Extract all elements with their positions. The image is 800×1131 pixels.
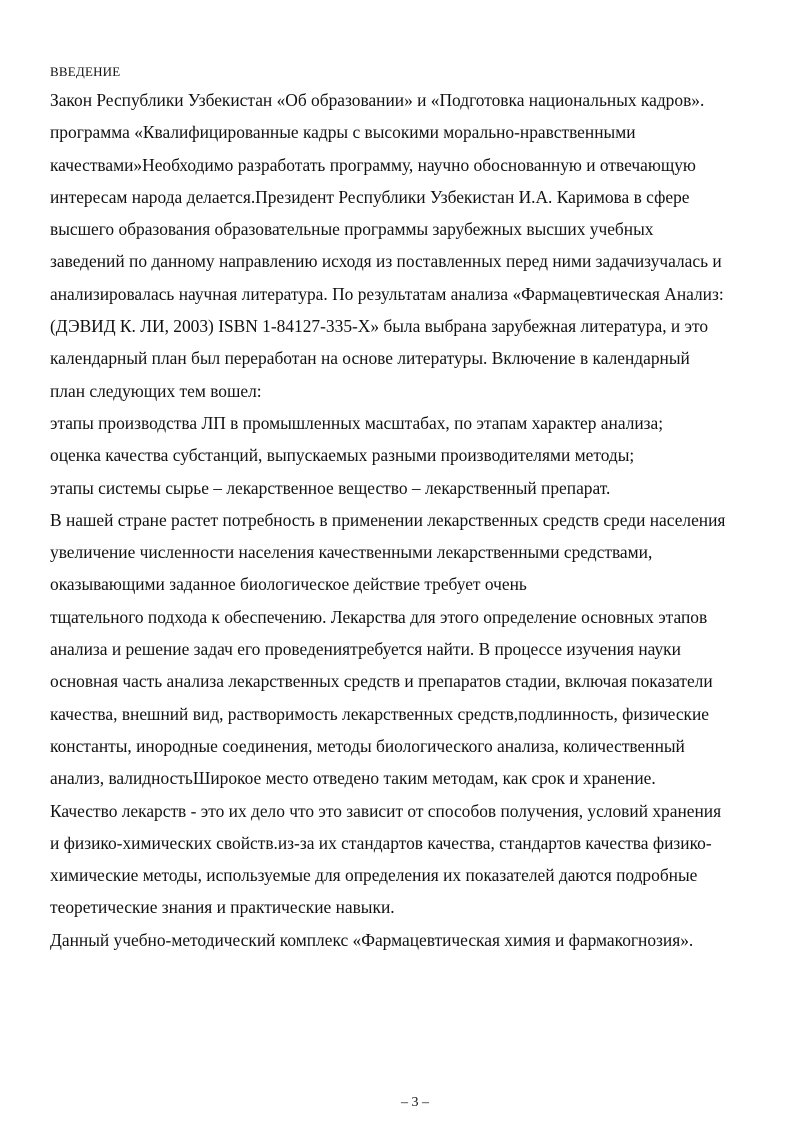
text-line: план следующих тем вошел: [50,380,262,401]
text-line: увеличение численности населения качественными лекарственными средствами, [50,542,653,563]
text-line: В нашей стране растет потребность в применении лекарственных средств среди населения [50,509,726,530]
body-text [50,84,778,956]
list-item: оценка качества субстанций, выпускаемых разными производителями методы; [50,445,635,466]
list-item: этапы производства ЛП в промышленных масштабах, по этапам характер анализа; [50,412,664,433]
text-line: качества, внешний вид, растворимость лекарственных средств,подлинность, физические [50,703,710,724]
text-line: высшего образования образовательные программы зарубежных высших учебных [50,219,654,240]
text-line: химические методы, используемые для определения их показателей даются подробные [50,865,698,886]
page-number: – 3 – [401,1095,429,1110]
text-line: теоретические знания и практические навыки. [50,897,395,918]
list-item: этапы системы сырье – лекарственное вещество – лекарственный препарат. [50,477,611,498]
text-line: Закон Республики Узбекистан «Об образовании» и «Подготовка национальных кадров». [50,90,705,110]
section-heading: ВВЕДЕНИЕ [50,64,121,79]
text-line: основная часть анализа лекарственных средств и препаратов стадии, включая показатели [50,671,713,692]
text-line: Данный учебно-методический комплекс «Фармацевтическая химия и фармакогнозия». [50,929,694,950]
text-line: интересам народа делается.Президент Республики Узбекистан И.А. Каримова в сфере [50,186,690,207]
document-page [50,62,778,956]
text-line: (ДЭВИД К. ЛИ, 2003) ISBN 1-84127-335-X» была выбрана зарубежная литература, и это [50,316,709,337]
text-line: качествами»Необходимо разработать программу, научно обоснованную и отвечающую [50,154,696,175]
text-line: заведений по данному направлению исходя из поставленных перед ними задачизучалась и [50,251,722,272]
text-line: анализировалась научная литература. По результатам анализа «Фармацевтическая Анализ: [50,283,724,304]
text-line: программа «Квалифицированные кадры с высокими морально-нравственными [50,122,636,143]
text-line: оказывающими заданное биологическое действие требует очень [50,574,527,595]
text-line: и физико-химических свойств.из-за их стандартов качества, стандартов качества физико- [50,832,712,853]
text-line: Качество лекарств - это их дело что это зависит от способов получения, условий хранения [50,800,722,821]
text-line: константы, инородные соединения, методы биологического анализа, количественный [50,735,685,756]
text-line: анализа и решение задач его проведениятребуется найти. В процессе изучения науки [50,639,681,660]
text-line: тщательного подхода к обеспечению. Лекарства для этого определение основных этапов [50,606,708,627]
text-line: анализ, валидностьШирокое место отведено таким методам, как срок и хранение. [50,768,656,789]
text-line: календарный план был переработан на основе литературы. Включение в календарный [50,348,690,369]
